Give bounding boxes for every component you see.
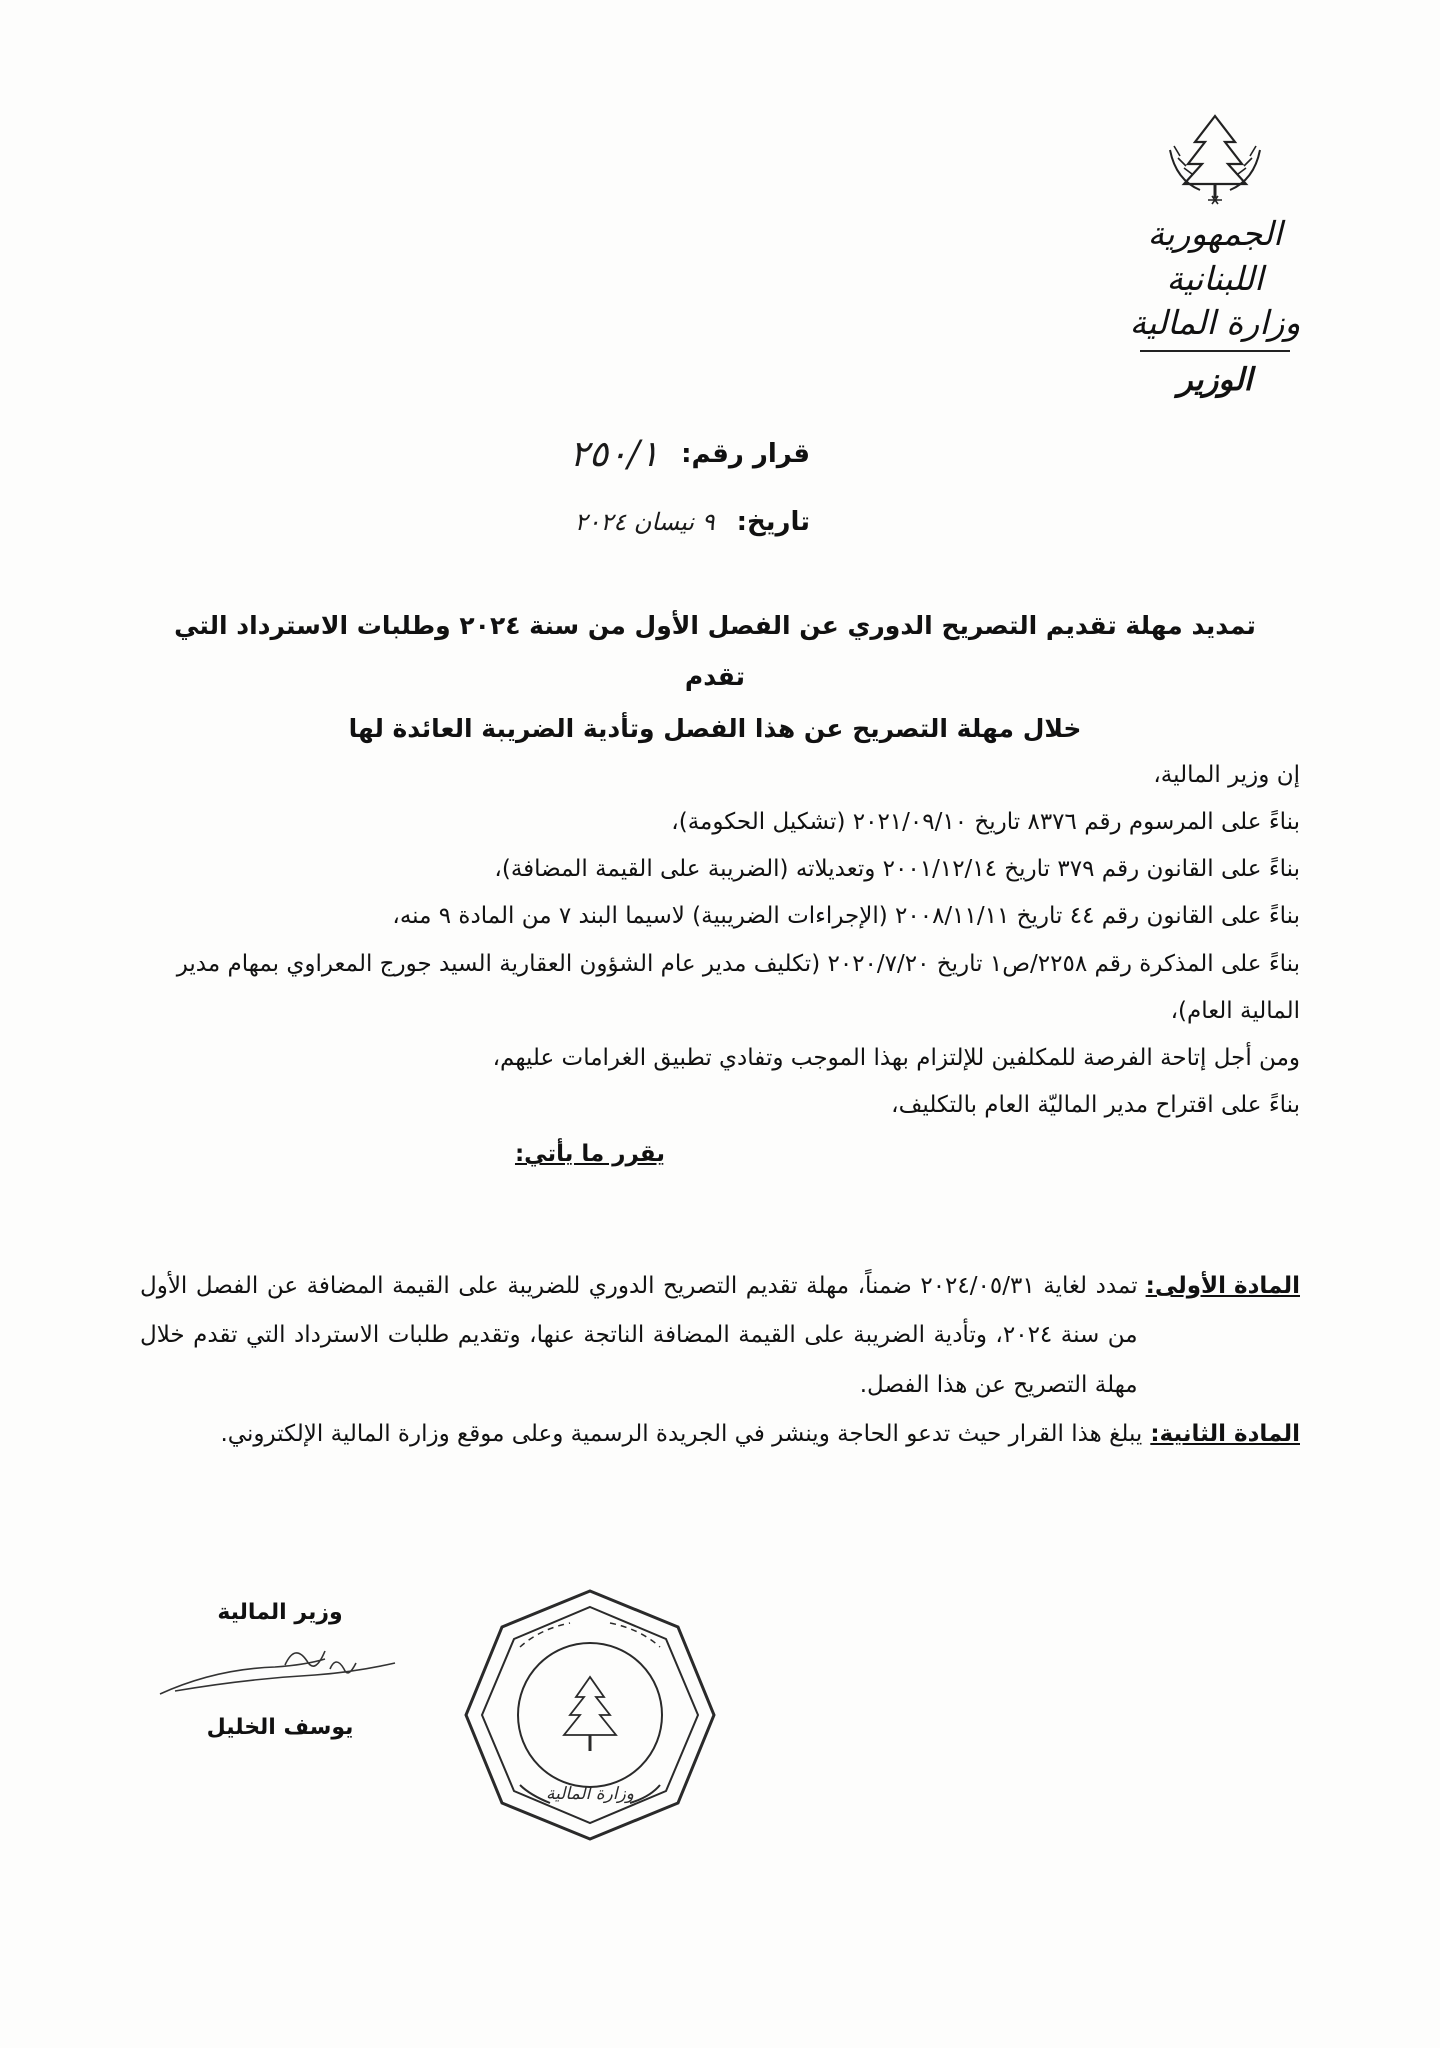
article-text: تمدد لغاية ٢٠٢٤/٠٥/٣١ ضمناً، مهلة تقديم التصريح الدوري للضريبة على القيمة المضافة عن الفصل الأول من سنة ٢٠٢٤، وتأدية الضريبة على القيمة المضافة الناتجة عنها، وتقديم طلبات الاسترداد التي تقدم خلال مهلة التصريح عن هذا الفصل.: [140, 1273, 1138, 1398]
decision-date-handwritten: ٩ نيسان ٢٠٢٤: [574, 508, 715, 536]
article-label: المادة الأولى:: [1145, 1273, 1300, 1299]
preamble-line: بناءً على المرسوم رقم ٨٣٧٦ تاريخ ٢٠٢١/٠٩/١٠ (تشكيل الحكومة)،: [671, 809, 1300, 836]
letterhead: [1095, 110, 1335, 398]
decides-heading: يقرر ما يأتي:: [514, 1141, 665, 1168]
letterhead-divider: [1140, 350, 1290, 352]
decision-number-handwritten: ٢٥٠/١: [569, 433, 660, 475]
preamble-line: بناءً على المذكرة رقم ٢٢٥٨/ص١ تاريخ ٢٠٢٠/٧/٢٠ (تكليف مدير عام الشؤون العقارية السيد جورج المعراوي بمهام مدير المالية العام)،: [176, 950, 1300, 1024]
decision-date-row: [430, 488, 810, 556]
decision-reference: [430, 420, 810, 556]
signature-title: وزير المالية: [217, 1600, 343, 1625]
article-second: [140, 1410, 1300, 1459]
preamble-line: ومن أجل إتاحة الفرصة للمكلفين للإلتزام بهذا الموجب وتفادي تطبيق الغرامات عليهم،: [492, 1044, 1300, 1071]
signatory-name: يوسف الخليل: [206, 1715, 354, 1740]
decision-articles: [140, 1262, 1300, 1460]
ministry-name: وزارة المالية: [1129, 303, 1301, 343]
decision-date-label: تاريخ:: [736, 507, 810, 537]
decision-number-label: قرار رقم:: [681, 439, 810, 469]
article-text: يبلغ هذا القرار حيث تدعو الحاجة وينشر في الجريدة الرسمية وعلى موقع وزارة المالية الإلكتروني.: [220, 1421, 1143, 1448]
cedar-emblem-icon: [1160, 110, 1270, 206]
handwritten-signature-icon: [155, 1639, 405, 1709]
subject-line-1: تمديد مهلة تقديم التصريح الدوري عن الفصل الأول من سنة ٢٠٢٤ وطلبات الاسترداد التي تقدم: [174, 611, 1256, 692]
article-first: [140, 1262, 1300, 1410]
preamble-line: بناءً على القانون رقم ٣٧٩ تاريخ ٢٠٠١/١٢/١٤ وتعديلاته (الضريبة على القيمة المضافة)،: [494, 856, 1300, 883]
republic-name: الجمهورية اللبنانية: [1147, 214, 1283, 298]
article-label: المادة الثانية:: [1150, 1421, 1300, 1448]
preamble-line: إن وزير المالية،: [1153, 762, 1300, 788]
decision-number-row: [430, 420, 810, 488]
decision-preamble: [140, 752, 1300, 1178]
preamble-line: بناءً على القانون رقم ٤٤ تاريخ ٢٠٠٨/١١/١١ (الإجراءات الضريبية) لاسيما البند ٧ من المادة ٩ منه،: [392, 903, 1300, 930]
ministry-seal-stamp: [460, 1585, 720, 1845]
preamble-line: بناءً على اقتراح مدير الماليّة العام بالتكليف،: [891, 1091, 1300, 1118]
minister-title: الوزير: [1177, 361, 1253, 398]
minister-signature-block: [150, 1600, 410, 1740]
decision-subject: [150, 600, 1280, 754]
subject-line-2: خلال مهلة التصريح عن هذا الفصل وتأدية الضريبة العائدة لها: [348, 713, 1082, 743]
seal-text: وزارة المالية: [546, 1784, 634, 1804]
seal-cedar-icon: [564, 1677, 616, 1751]
